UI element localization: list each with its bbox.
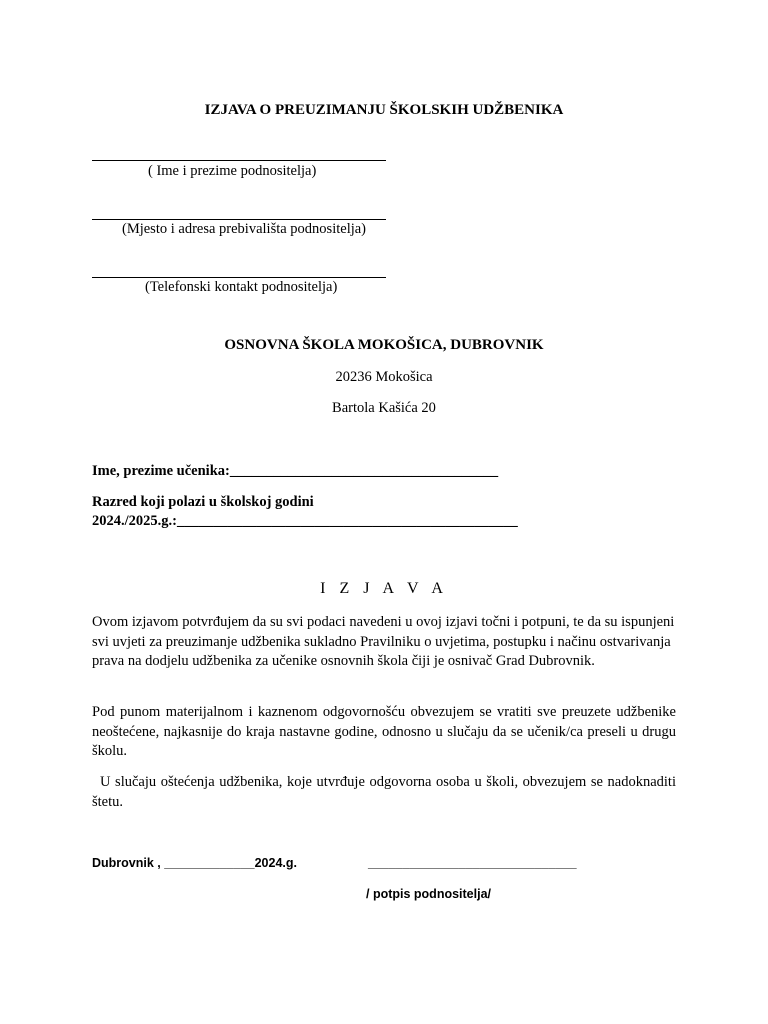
signature-line: ______________________________ [368, 856, 577, 870]
student-class-field [92, 513, 518, 530]
declaration-paragraph-1: Ovom izjavom potvrđujem da su svi podaci navedeni u ovoj izjavi točni i potpuni, te da su ispunjeni svi uvjeti za preuzimanje udžbenika sukladno Pravilniku o uvjetima, postupku i načinu ostvarivanja prava na dodjelu udžbenika za učenike osnovnih škola čiji je osnivač Grad Dubrovnik. [92, 614, 675, 669]
document-title: IZJAVA O PREUZIMANJU ŠKOLSKIH UDŽBENIKA [204, 102, 564, 118]
place-date-field: Dubrovnik , _____________2024.g. [92, 856, 297, 870]
applicant-address-line [92, 219, 386, 220]
school-postal: 20236 Mokošica [335, 369, 433, 385]
student-class-blank: _______________________________________________ [176, 513, 518, 529]
student-name-field [92, 463, 498, 480]
school-street: Bartola Kašića 20 [332, 400, 436, 416]
student-class-label-line1: Razred koji polazi u školskoj godini [92, 494, 314, 510]
student-name-blank: _____________________________________ [229, 463, 499, 479]
applicant-phone-line [92, 277, 386, 278]
student-name-label: Ime, prezime učenika: [92, 463, 230, 479]
student-class-label-line2: 2024./2025.g.: [92, 513, 177, 529]
school-name: OSNOVNA ŠKOLA MOKOŠICA, DUBROVNIK [224, 337, 544, 353]
applicant-name-label: ( Ime i prezime podnositelja) [148, 163, 317, 179]
signature-label: / potpis podnositelja/ [366, 887, 491, 901]
declaration-paragraph-2: Pod punom materijalnom i kaznenom odgovornošću obvezujem se vratiti sve preuzete udžbenike neoštećene, najkasnije do kraja nastavne godine, odnosno u slučaju da se učenik/ca preseli u drugu školu. [92, 704, 676, 759]
declaration-heading: I Z J A V A [320, 580, 448, 597]
declaration-paragraph-3: U slučaju oštećenja udžbenika, koje utvrđuje odgovorna osoba u školi, obvezujem se nadoknaditi štetu. [92, 774, 676, 810]
applicant-address-label: (Mjesto i adresa prebivališta podnositelja) [122, 221, 367, 237]
applicant-name-line [92, 160, 386, 161]
applicant-phone-label: (Telefonski kontakt podnositelja) [145, 279, 338, 295]
